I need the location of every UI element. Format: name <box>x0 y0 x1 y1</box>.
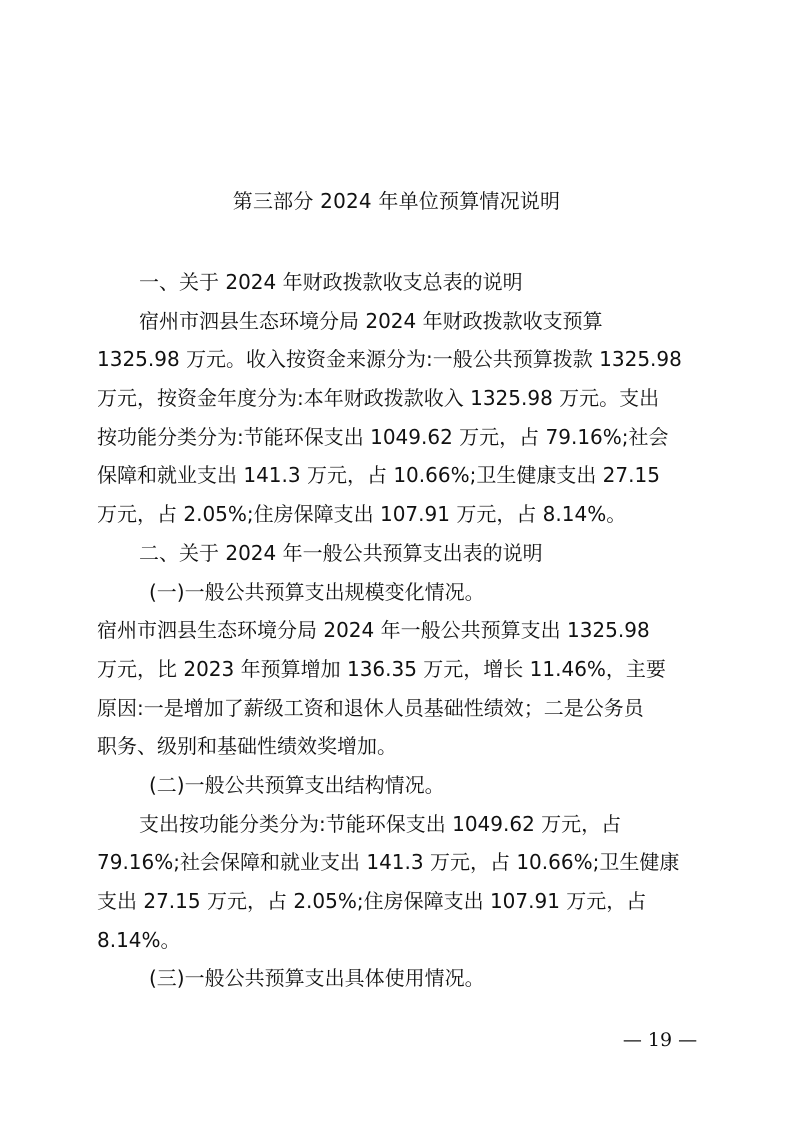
heading-1: 一、关于 2024 年财政拨款收支总表的说明 <box>139 270 523 294</box>
paragraph-line: 保障和就业支出 141.3 万元，占 10.66%;卫生健康支出 27.15 <box>97 463 660 488</box>
paragraph-line: 支出按功能分类分为:节能环保支出 1049.62 万元，占 <box>139 811 622 836</box>
heading-2: 二、关于 2024 年一般公共预算支出表的说明 <box>139 540 543 565</box>
subheading-3: (三)一般公共预算支出具体使用情况。 <box>149 966 485 991</box>
paragraph-line: 原因:一是增加了薪级工资和退休人员基础性绩效；二是公务员 <box>97 695 644 720</box>
paragraph-line: 1325.98 万元。收入按资金来源分为:一般公共预算拨款 1325.98 <box>97 347 682 372</box>
paragraph-line: 79.16%;社会保障和就业支出 141.3 万元，占 10.66%;卫生健康 <box>97 850 680 875</box>
paragraph-line: 万元，占 2.05%;住房保障支出 107.91 万元，占 8.14%。 <box>97 502 627 527</box>
paragraph-line: 职务、级别和基础性绩效奖增加。 <box>97 734 397 759</box>
paragraph-line: 万元，比 2023 年预算增加 136.35 万元，增长 11.46%，主要 <box>97 656 666 681</box>
section-title: 第三部分 2024 年单位预算情况说明 <box>232 189 561 213</box>
paragraph-line: 8.14%。 <box>97 927 181 952</box>
paragraph-line: 按功能分类分为:节能环保支出 1049.62 万元，占 79.16%;社会 <box>97 424 669 449</box>
paragraph-line: 支出 27.15 万元，占 2.05%;住房保障支出 107.91 万元，占 <box>97 889 647 913</box>
paragraph-line: 宿州市泗县生态环境分局 2024 年财政拨款收支预算 <box>139 308 603 333</box>
page-number: — 19 — <box>622 1029 698 1051</box>
paragraph-line: 万元，按资金年度分为:本年财政拨款收入 1325.98 万元。支出 <box>97 386 660 411</box>
subheading-2: (二)一般公共预算支出结构情况。 <box>149 772 445 797</box>
subheading-1: (一)一般公共预算支出规模变化情况。 <box>149 579 485 604</box>
body-text <box>97 263 697 998</box>
paragraph-line: 宿州市泗县生态环境分局 2024 年一般公共预算支出 1325.98 <box>97 618 650 643</box>
